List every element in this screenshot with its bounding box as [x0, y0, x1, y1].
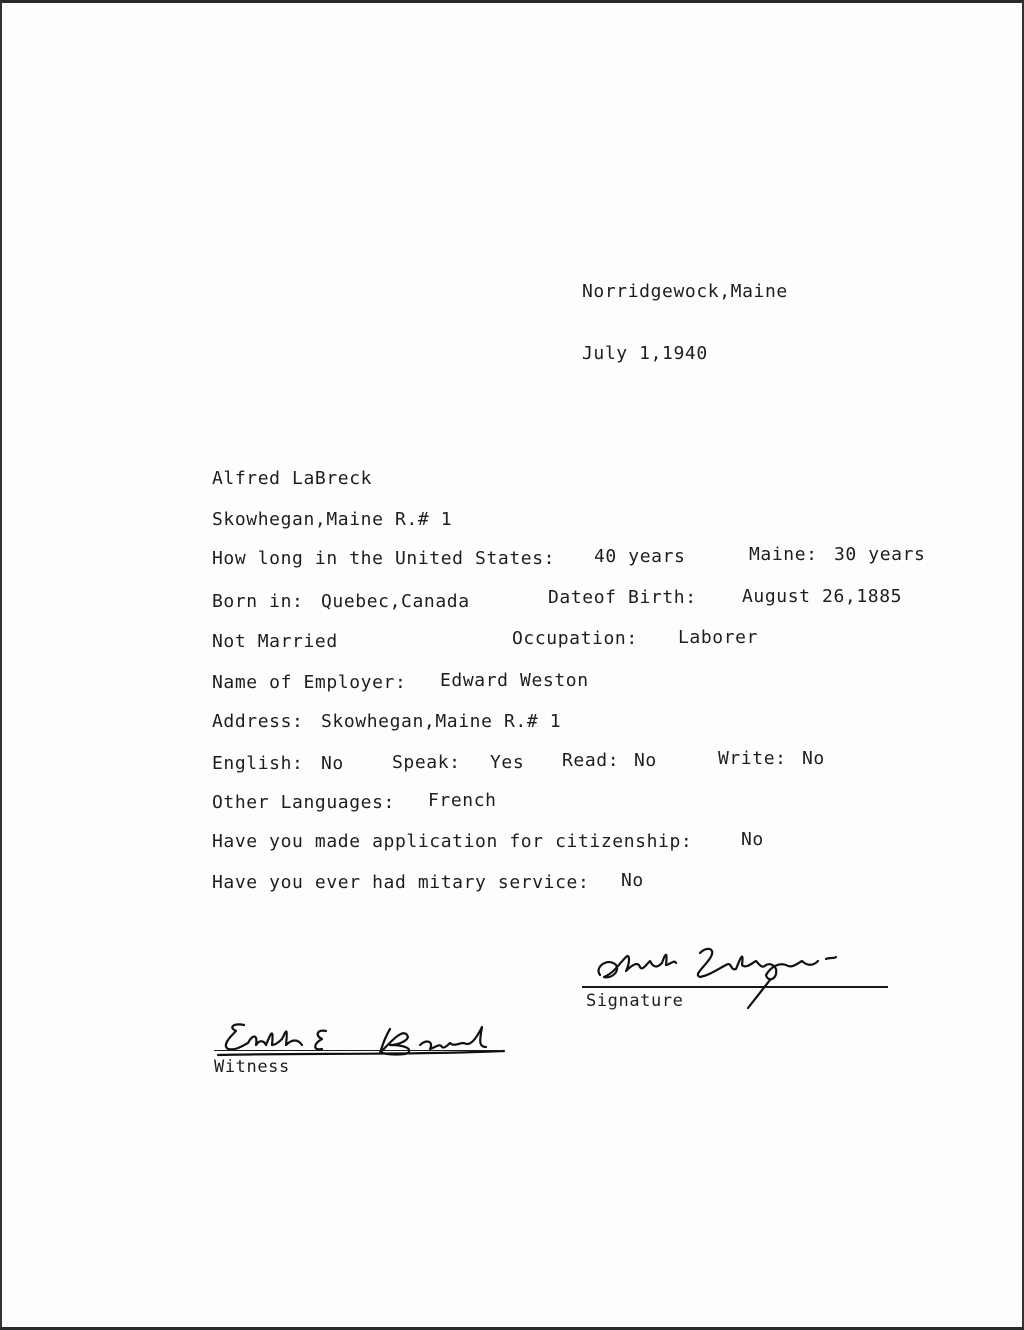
scan-border-top [0, 0, 1024, 3]
other-languages-label: Other Languages: [212, 792, 395, 813]
occupation-value: Laborer [678, 627, 759, 648]
military-answer: No [621, 870, 644, 891]
born-value: Quebec,Canada [321, 591, 470, 612]
person-name: Alfred LaBreck [212, 468, 373, 489]
witness-line [214, 1050, 502, 1051]
other-languages-value: French [428, 790, 497, 811]
english-label: English: [212, 753, 304, 774]
witness-label: Witness [214, 1057, 290, 1077]
write-value: No [802, 748, 825, 769]
scan-border-left [0, 0, 2, 1330]
speak-value: Yes [490, 752, 525, 773]
marital-status: Not Married [212, 631, 338, 652]
address-value: Skowhegan,Maine R.# 1 [321, 711, 562, 732]
employer-label: Name of Employer: [212, 672, 407, 693]
read-value: No [634, 750, 657, 771]
citizenship-answer: No [741, 829, 764, 850]
date-line: July 1,1940 [582, 343, 708, 364]
signature-label: Signature [586, 991, 684, 1011]
english-value: No [321, 753, 344, 774]
employer-value: Edward Weston [440, 670, 589, 691]
maine-duration-value: 30 years [834, 544, 926, 565]
maine-duration-label: Maine: [749, 544, 818, 565]
occupation-label: Occupation: [512, 628, 638, 649]
us-duration-label: How long in the United States: [212, 548, 556, 569]
write-label: Write: [718, 748, 787, 769]
signature-pen-stroke [740, 976, 780, 1012]
dob-value: August 26,1885 [742, 586, 903, 607]
military-question: Have you ever had mitary service: [212, 872, 590, 893]
born-label: Born in: [212, 591, 304, 612]
citizenship-question: Have you made application for citizenship: [212, 831, 693, 852]
read-label: Read: [562, 750, 620, 771]
person-residence: Skowhegan,Maine R.# 1 [212, 509, 453, 530]
signature-line [582, 986, 888, 988]
address-label: Address: [212, 711, 304, 732]
speak-label: Speak: [392, 752, 461, 773]
dob-label: Dateof Birth: [548, 587, 697, 608]
us-duration-value: 40 years [594, 546, 686, 567]
place-line: Norridgewock,Maine [582, 281, 788, 302]
